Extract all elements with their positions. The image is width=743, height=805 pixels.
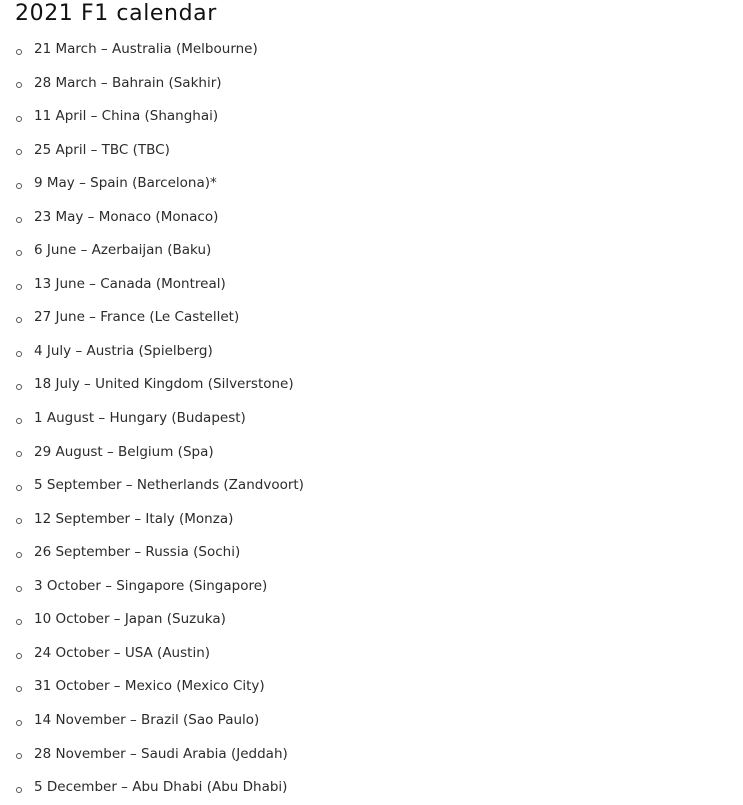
bullet-icon — [16, 619, 22, 625]
list-item — [0, 368, 304, 402]
bullet-icon — [16, 82, 22, 88]
race-text: 18 July – United Kingdom (Silverstone) — [34, 376, 294, 393]
race-text: 28 November – Saudi Arabia (Jeddah) — [34, 745, 288, 762]
bullet-icon — [16, 116, 22, 122]
bullet-icon — [16, 720, 22, 726]
bullet-icon — [16, 183, 22, 189]
bullet-icon — [16, 317, 22, 323]
list-item — [0, 503, 304, 537]
bullet-icon — [16, 149, 22, 155]
list-item — [0, 234, 304, 268]
race-text: 14 November – Brazil (Sao Paulo) — [34, 711, 260, 728]
race-text: 21 March – Australia (Melbourne) — [34, 41, 258, 57]
page-title: 2021 F1 calendar — [15, 1, 217, 26]
race-text: 5 December – Abu Dhabi (Abu Dhabi) — [34, 779, 288, 796]
bullet-icon — [16, 49, 22, 55]
bullet-icon — [16, 284, 22, 290]
race-text: 4 July – Austria (Spielberg) — [34, 342, 213, 359]
bullet-icon — [16, 418, 22, 424]
list-item — [0, 637, 304, 671]
race-text: 13 June – Canada (Montreal) — [34, 275, 226, 292]
list-item — [0, 100, 304, 134]
race-text: 29 August – Belgium (Spa) — [34, 443, 214, 460]
list-item — [0, 201, 304, 235]
list-item — [0, 771, 304, 805]
race-text: 28 March – Bahrain (Sakhir) — [34, 74, 222, 91]
list-item — [0, 167, 304, 201]
list-item — [0, 704, 304, 738]
bullet-icon — [16, 787, 22, 793]
list-item — [0, 335, 304, 369]
race-text: 5 September – Netherlands (Zandvoort) — [34, 477, 304, 494]
race-text: 12 September – Italy (Monza) — [34, 510, 234, 527]
race-text: 11 April – China (Shanghai) — [34, 108, 219, 125]
bullet-icon — [16, 384, 22, 390]
list-item — [0, 436, 304, 470]
bullet-icon — [16, 753, 22, 759]
bullet-icon — [16, 552, 22, 558]
bullet-icon — [16, 451, 22, 457]
list-item — [0, 570, 304, 604]
race-text: 6 June – Azerbaijan (Baku) — [34, 242, 212, 259]
bullet-icon — [16, 485, 22, 491]
bullet-icon — [16, 686, 22, 692]
bullet-icon — [16, 518, 22, 524]
list-item — [0, 268, 304, 302]
bullet-icon — [16, 586, 22, 592]
race-text: 1 August – Hungary (Budapest) — [34, 410, 246, 427]
list-item — [0, 469, 304, 503]
list-item — [0, 536, 304, 570]
list-item — [0, 134, 304, 168]
list-item — [0, 67, 304, 101]
list-item — [0, 33, 304, 67]
race-text: 23 May – Monaco (Monaco) — [34, 208, 219, 225]
bullet-icon — [16, 217, 22, 223]
race-text: 27 June – France (Le Castellet) — [34, 309, 240, 326]
race-text: 24 October – USA (Austin) — [34, 644, 211, 661]
race-text: 31 October – Mexico (Mexico City) — [34, 678, 265, 695]
race-text: 3 October – Singapore (Singapore) — [34, 577, 268, 594]
bullet-icon — [16, 653, 22, 659]
bullet-icon — [16, 250, 22, 256]
race-text: 10 October – Japan (Suzuka) — [34, 611, 226, 628]
bullet-icon — [16, 351, 22, 357]
race-list — [0, 33, 304, 805]
race-text: 25 April – TBC (TBC) — [34, 141, 170, 158]
list-item — [0, 738, 304, 772]
list-item — [0, 402, 304, 436]
list-item — [0, 301, 304, 335]
list-item — [0, 603, 304, 637]
race-text: 26 September – Russia (Sochi) — [34, 544, 241, 561]
race-text: 9 May – Spain (Barcelona)* — [34, 175, 217, 192]
list-item — [0, 670, 304, 704]
